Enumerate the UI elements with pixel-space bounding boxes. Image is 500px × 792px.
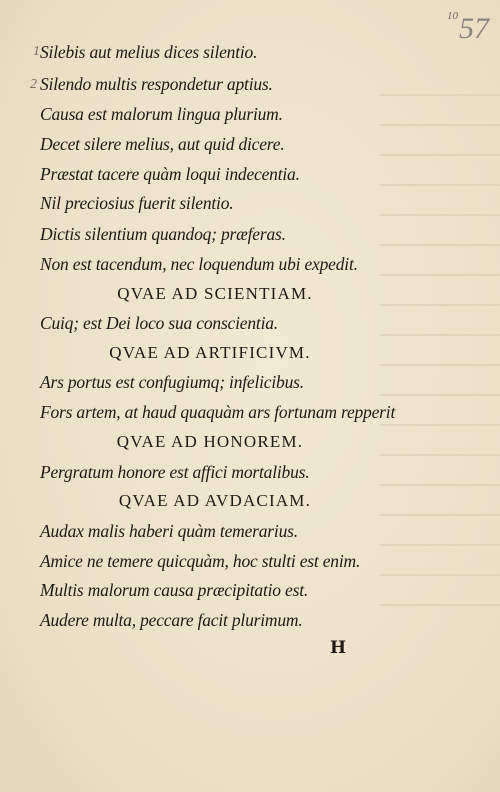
verse-line: Cuiq; est Dei loco sua conscientia. [40,313,278,333]
signature-mark: H [330,638,347,658]
margin-mark-2: 2 [30,77,37,92]
section-heading-scientia: QVAE AD SCIENTIAM. [117,284,313,303]
folio-small-number: 10 [447,10,458,22]
verse-line: Dictis silentium quandoq; præferas. [40,224,286,244]
verse-line: Causa est malorum lingua plurium. [40,104,283,124]
verse-line: Non est tacendum, nec loquendum ubi expedit. [40,254,358,274]
show-through-texture [380,70,500,610]
verse-line: Fors artem, at haud quaquàm ars fortunam repperit [40,402,396,422]
folio-page-number: 57 [459,12,489,45]
section-heading-artificium: QVAE AD ARTIFICIVM. [109,343,311,362]
margin-mark-1: 1 [33,44,40,59]
verse-line: Multis malorum causa præcipitatio est. [40,580,309,600]
verse-line: Decet silere melius, aut quid dicere. [40,134,285,154]
verse-line: Præstat tacere quàm loqui indecentia. [40,164,300,184]
verse-line: Silendo multis respondetur aptius. [40,74,273,94]
verse-line: Pergratum honore est affici mortalibus. [40,462,310,482]
verse-line: Ars portus est confugiumq; infelicibus. [40,372,304,392]
verse-line: Audax malis haberi quàm temerarius. [40,521,298,541]
verse-line: Amice ne temere quicquàm, hoc stulti est enim. [40,551,361,571]
section-heading-audacia: QVAE AD AVDACIAM. [118,491,312,510]
section-heading-honor: QVAE AD HONOREM. [116,432,304,451]
verse-line: Audere multa, peccare facit plurimum. [40,610,303,630]
verse-line: Silebis aut melius dices silentio. [40,42,258,62]
verse-line: Nil preciosius fuerit silentio. [40,193,234,213]
